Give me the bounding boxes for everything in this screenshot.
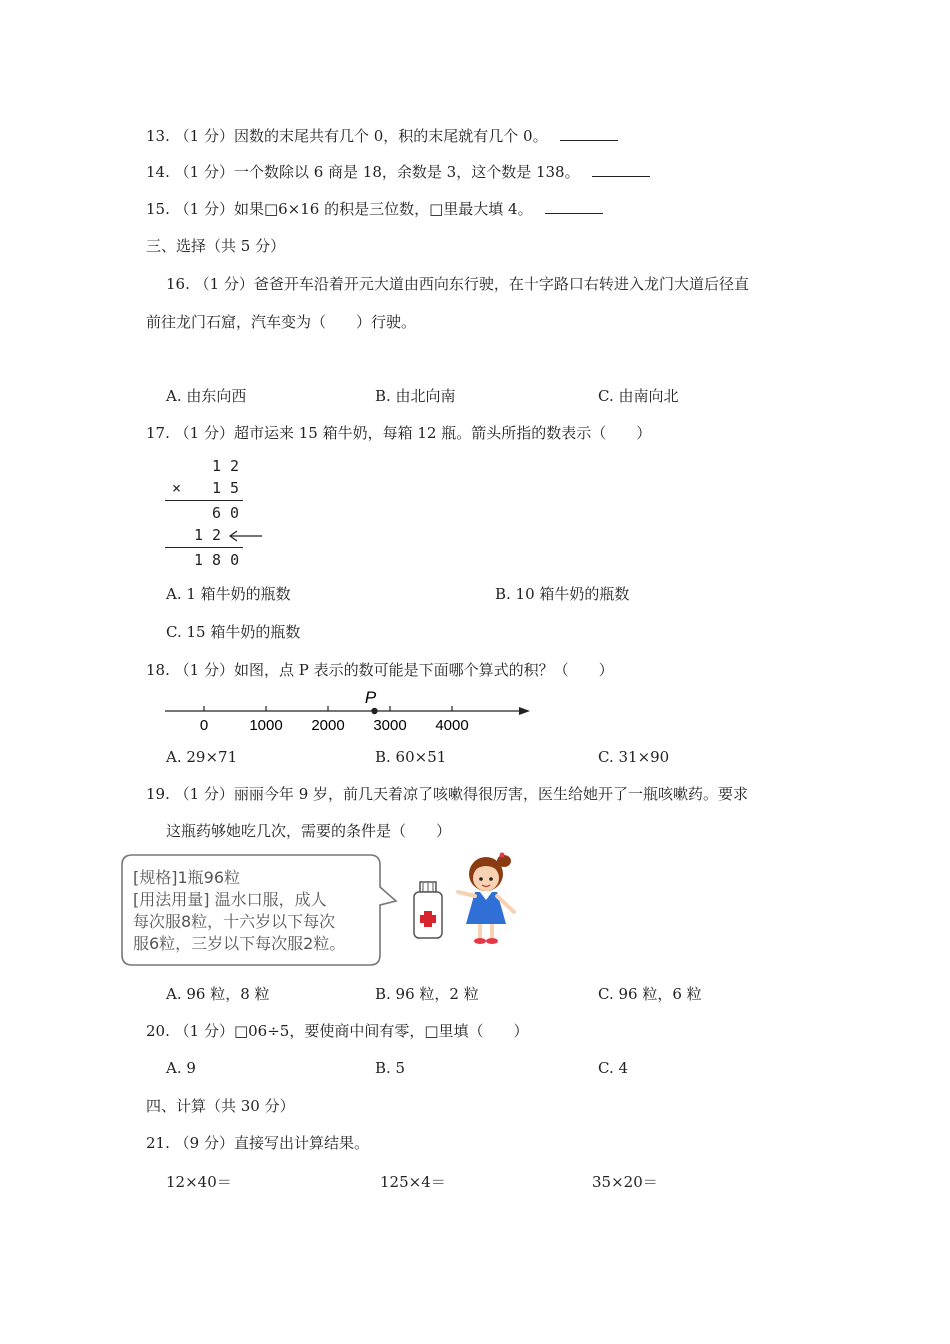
q17-option-c[interactable]: C. 15 箱牛奶的瓶数 bbox=[166, 623, 301, 641]
calc-partial-2: 1 2 bbox=[194, 526, 222, 544]
calc-line-2 bbox=[165, 547, 243, 548]
q16-text-line2: 前往龙门石窟，汽车变为（ ）行驶。 bbox=[146, 313, 417, 331]
q19-option-a[interactable]: A. 96 粒，8 粒 bbox=[166, 985, 270, 1003]
q21-number: 21. bbox=[146, 1134, 170, 1152]
bubble-line-2: [用法用量] 温水口服，成人 bbox=[133, 890, 327, 909]
question-14 bbox=[146, 162, 650, 182]
vertical-multiplication bbox=[160, 455, 270, 575]
bubble-line-1: [规格]1瓶96粒 bbox=[133, 868, 241, 887]
q20-option-a[interactable]: A. 9 bbox=[166, 1059, 196, 1077]
q15-answer-blank[interactable] bbox=[545, 199, 603, 214]
q17-text: （1 分）超市运来 15 箱牛奶，每箱 12 瓶。箭头所指的数表示（ ） bbox=[174, 424, 652, 442]
q21-expression-3: 35×20＝ bbox=[592, 1173, 658, 1191]
point-p-label: P bbox=[364, 688, 377, 707]
q18-number: 18. bbox=[146, 661, 170, 679]
q16-text-line1: 16. （1 分）爸爸开车沿着开元大道由西向东行驶，在十字路口右转进入龙门大道后径直 bbox=[166, 275, 749, 293]
q17-option-b[interactable]: B. 10 箱牛奶的瓶数 bbox=[495, 585, 630, 603]
q15-number: 15. bbox=[146, 200, 170, 218]
number-line-label-3000: 3000 bbox=[373, 717, 407, 734]
calc-line-1 bbox=[165, 500, 243, 501]
bubble-line-3: 每次服8粒，十六岁以下每次 bbox=[133, 912, 336, 931]
question-21 bbox=[146, 1133, 369, 1153]
q15-text: （1 分）如果□6×16 的积是三位数，□里最大填 4。 bbox=[174, 200, 533, 218]
question-18 bbox=[146, 660, 614, 680]
q18-option-a[interactable]: A. 29×71 bbox=[166, 748, 238, 766]
q16-option-a[interactable]: A. 由东向西 bbox=[166, 387, 247, 405]
q13-text: （1 分）因数的末尾共有几个 0，积的末尾就有几个 0。 bbox=[174, 127, 548, 145]
calc-product: 1 8 0 bbox=[194, 551, 240, 569]
q18-text: （1 分）如图，点 P 表示的数可能是下面哪个算式的积？（ ） bbox=[174, 661, 614, 679]
number-line-label-2000: 2000 bbox=[311, 717, 345, 734]
q18-option-b[interactable]: B. 60×51 bbox=[375, 748, 447, 766]
question-20 bbox=[146, 1021, 529, 1041]
point-p-dot bbox=[371, 708, 377, 714]
number-line-label-1000: 1000 bbox=[249, 717, 283, 734]
q20-option-c[interactable]: C. 4 bbox=[598, 1059, 629, 1077]
section-3-heading: 三、选择（共 5 分） bbox=[146, 237, 286, 255]
q17-option-a[interactable]: A. 1 箱牛奶的瓶数 bbox=[166, 585, 291, 603]
q20-option-b[interactable]: B. 5 bbox=[375, 1059, 406, 1077]
medicine-bottle-icon bbox=[410, 880, 446, 942]
question-13 bbox=[146, 126, 618, 146]
q13-answer-blank[interactable] bbox=[560, 126, 618, 141]
number-line bbox=[160, 685, 540, 740]
question-15 bbox=[146, 199, 603, 219]
q19-option-c[interactable]: C. 96 粒，6 粒 bbox=[598, 985, 702, 1003]
q16-option-b[interactable]: B. 由北向南 bbox=[375, 387, 456, 405]
q19-text-line2: 这瓶药够她吃几次，需要的条件是（ ） bbox=[166, 822, 452, 840]
q21-text: （9 分）直接写出计算结果。 bbox=[174, 1134, 369, 1152]
question-17 bbox=[146, 423, 651, 443]
bubble-line-4: 服6粒，三岁以下每次服2粒。 bbox=[133, 934, 346, 953]
q13-number: 13. bbox=[146, 127, 170, 145]
q14-number: 14. bbox=[146, 163, 170, 181]
number-line-label-4000: 4000 bbox=[435, 717, 469, 734]
calc-times-sign: × bbox=[172, 479, 182, 497]
calc-multiplier: 1 5 bbox=[212, 479, 240, 497]
q21-expression-2: 125×4＝ bbox=[380, 1173, 446, 1191]
number-line-label-0: 0 bbox=[199, 717, 209, 734]
q17-number: 17. bbox=[146, 424, 170, 442]
q19-option-b[interactable]: B. 96 粒，2 粒 bbox=[375, 985, 479, 1003]
girl-illustration-icon bbox=[450, 852, 525, 947]
section-4-heading: 四、计算（共 30 分） bbox=[146, 1097, 295, 1115]
number-line-arrowhead bbox=[519, 707, 530, 715]
q18-option-c[interactable]: C. 31×90 bbox=[598, 748, 670, 766]
arrow-left-icon bbox=[228, 528, 264, 544]
q21-expression-1: 12×40＝ bbox=[166, 1173, 232, 1191]
calc-multiplicand: 1 2 bbox=[212, 457, 240, 475]
q19-text-line1: 19. （1 分）丽丽今年 9 岁，前几天着凉了咳嗽得很厉害，医生给她开了一瓶咳嗽药。要求 bbox=[146, 785, 749, 803]
q20-text: （1 分）□06÷5，要使商中间有零，□里填（ ） bbox=[174, 1022, 529, 1040]
q16-option-c[interactable]: C. 由南向北 bbox=[598, 387, 679, 405]
q14-answer-blank[interactable] bbox=[592, 162, 650, 177]
q14-text: （1 分）一个数除以 6 商是 18，余数是 3，这个数是 138。 bbox=[174, 163, 580, 181]
calc-partial-1: 6 0 bbox=[212, 504, 240, 522]
q20-number: 20. bbox=[146, 1022, 170, 1040]
